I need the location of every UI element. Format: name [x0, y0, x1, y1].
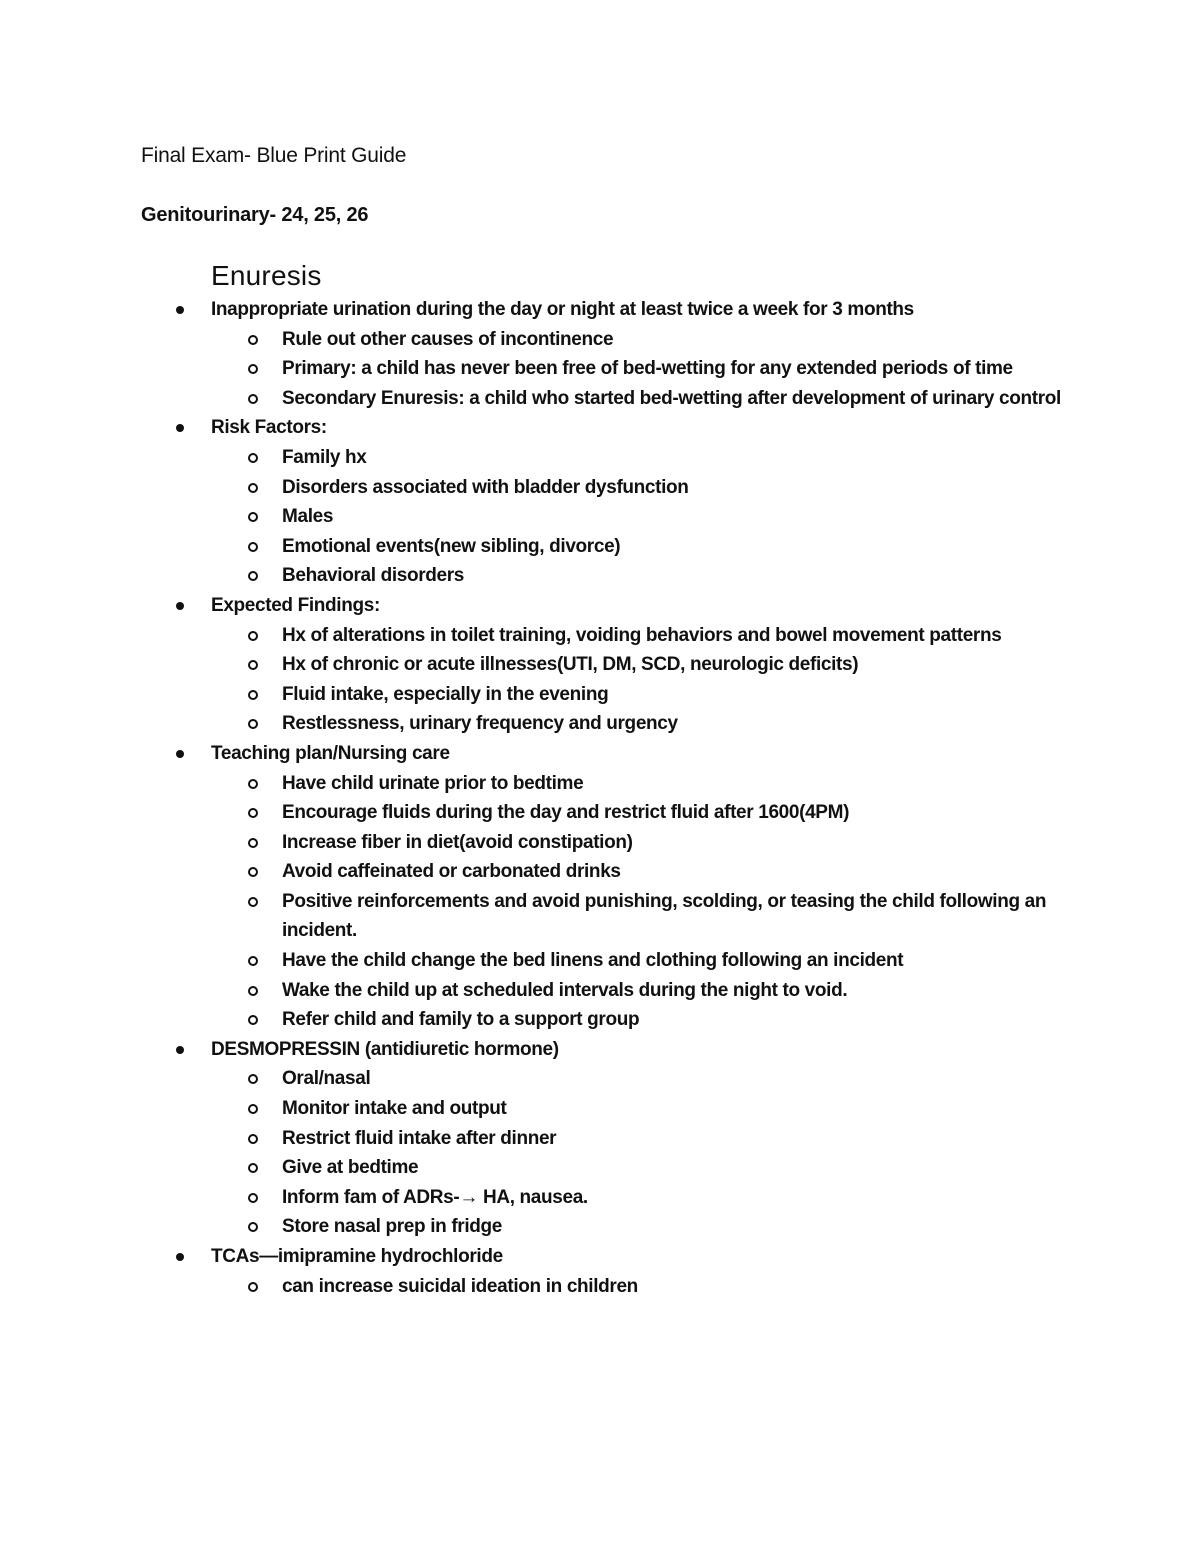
outline-item	[0, 739, 1200, 1035]
sub-item-text: Restlessness, urinary frequency and urgency	[282, 713, 678, 735]
sub-list	[211, 443, 1200, 591]
sub-item-text: Rule out other causes of incontinence	[282, 328, 614, 350]
sub-item-text: Primary: a child has never been free of bed-wetting for any extended periods of time	[282, 358, 1013, 380]
topic-heading: Enuresis	[211, 260, 322, 291]
sub-item-text: Have the child change the bed linens and clothing following an incident	[282, 950, 904, 972]
bullet-icon	[176, 750, 184, 758]
sub-list	[211, 769, 1200, 1035]
sub-item	[282, 532, 1072, 562]
hollow-bullet-icon	[248, 867, 258, 877]
sub-item	[282, 1094, 1072, 1124]
hollow-bullet-icon	[248, 364, 258, 374]
hollow-bullet-icon	[248, 1222, 258, 1232]
sub-item	[282, 384, 1072, 414]
sub-item-text: Behavioral disorders	[282, 565, 465, 587]
sub-item-text: Wake the child up at scheduled intervals during the night to void.	[282, 979, 848, 1001]
sub-item-text: Fluid intake, especially in the evening	[282, 683, 609, 705]
hollow-bullet-icon	[248, 571, 258, 581]
sub-item-text: Inform fam of ADRs-→ HA, nausea.	[282, 1186, 588, 1208]
sub-item	[282, 1272, 1072, 1302]
sub-item-text: Monitor intake and output	[282, 1098, 507, 1120]
sub-item	[282, 946, 1072, 976]
sub-item	[282, 769, 1072, 799]
hollow-bullet-icon	[248, 1163, 258, 1173]
sub-item	[282, 709, 1072, 739]
hollow-bullet-icon	[248, 1104, 258, 1114]
bullet-icon	[176, 1253, 184, 1261]
hollow-bullet-icon	[248, 897, 258, 907]
hollow-bullet-icon	[248, 1282, 258, 1292]
bullet-icon	[176, 1046, 184, 1054]
bullet-icon	[176, 602, 184, 610]
hollow-bullet-icon	[248, 483, 258, 493]
sub-list	[211, 325, 1200, 414]
outline-item-text: Risk Factors:	[211, 417, 327, 439]
sub-item-text: Secondary Enuresis: a child who started bed-wetting after development of urinary control	[282, 387, 1061, 409]
sub-item-text: Increase fiber in diet(avoid constipation)	[282, 831, 633, 853]
sub-item	[282, 857, 1072, 887]
sub-item-text: Hx of alterations in toilet training, voiding behaviors and bowel movement patterns	[282, 624, 1002, 646]
sub-item	[282, 1124, 1072, 1154]
sub-item	[282, 502, 1072, 532]
hollow-bullet-icon	[248, 1074, 258, 1084]
sub-item	[282, 1183, 1072, 1213]
document-title: Final Exam- Blue Print Guide	[141, 144, 407, 167]
outline-item	[0, 295, 1200, 413]
outline-item	[0, 413, 1200, 591]
outline-item-text: TCAs—imipramine hydrochloride	[211, 1246, 503, 1267]
hollow-bullet-icon	[248, 1015, 258, 1025]
sub-item-text: Males	[282, 506, 334, 528]
sub-item	[282, 798, 1072, 828]
outline-list	[0, 295, 1200, 1301]
hollow-bullet-icon	[248, 838, 258, 848]
sub-item-text: Give at bedtime	[282, 1157, 419, 1179]
outline-item	[0, 1242, 1200, 1301]
outline-item-text: Inappropriate urination during the day or night at least twice a week for 3 months	[211, 299, 914, 320]
hollow-bullet-icon	[248, 986, 258, 996]
sub-list	[211, 1064, 1200, 1242]
outline-item-text: Teaching plan/Nursing care	[211, 742, 450, 764]
hollow-bullet-icon	[248, 453, 258, 463]
sub-item-text: Refer child and family to a support group	[282, 1009, 640, 1031]
sub-item	[282, 621, 1072, 651]
hollow-bullet-icon	[248, 808, 258, 818]
outline-item-text: DESMOPRESSIN (antidiuretic hormone)	[211, 1038, 559, 1060]
sub-item	[282, 354, 1072, 384]
outline-item	[0, 1035, 1200, 1242]
hollow-bullet-icon	[248, 779, 258, 789]
sub-item	[282, 976, 1072, 1006]
sub-item	[282, 561, 1072, 591]
sub-item-text: Encourage fluids during the day and restrict fluid after 1600(4PM)	[282, 802, 850, 824]
hollow-bullet-icon	[248, 660, 258, 670]
sub-item	[282, 887, 1072, 946]
hollow-bullet-icon	[248, 1134, 258, 1144]
sub-item-text: Positive reinforcements and avoid punishing, scolding, or teasing the child following an incident.	[282, 890, 1047, 942]
sub-item-text: Restrict fluid intake after dinner	[282, 1127, 557, 1149]
sub-item-text: Avoid caffeinated or carbonated drinks	[282, 861, 621, 883]
sub-item-text: Have child urinate prior to bedtime	[282, 772, 584, 794]
sub-item	[282, 325, 1072, 355]
sub-item	[282, 443, 1072, 473]
hollow-bullet-icon	[248, 690, 258, 700]
hollow-bullet-icon	[248, 631, 258, 641]
hollow-bullet-icon	[248, 1193, 258, 1203]
sub-item-text: Disorders associated with bladder dysfunction	[282, 476, 689, 498]
sub-list	[211, 621, 1200, 739]
outline-item-text: Expected Findings:	[211, 594, 380, 616]
sub-item	[282, 473, 1072, 503]
sub-item	[282, 1064, 1072, 1094]
hollow-bullet-icon	[248, 956, 258, 966]
bullet-icon	[176, 306, 184, 314]
sub-list	[211, 1272, 1200, 1302]
hollow-bullet-icon	[248, 719, 258, 729]
sub-item	[282, 650, 1072, 680]
bullet-icon	[176, 424, 184, 432]
sub-item	[282, 1212, 1072, 1242]
sub-item-text: Oral/nasal	[282, 1068, 371, 1090]
sub-item	[282, 680, 1072, 710]
hollow-bullet-icon	[248, 335, 258, 345]
sub-item-text: Store nasal prep in fridge	[282, 1216, 503, 1238]
sub-item	[282, 828, 1072, 858]
sub-item	[282, 1005, 1072, 1035]
hollow-bullet-icon	[248, 512, 258, 522]
sub-item-text: Emotional events(new sibling, divorce)	[282, 535, 621, 557]
sub-item-text: can increase suicidal ideation in children	[282, 1275, 638, 1297]
hollow-bullet-icon	[248, 394, 258, 404]
section-heading: Genitourinary- 24, 25, 26	[141, 204, 369, 226]
hollow-bullet-icon	[248, 542, 258, 552]
sub-item-text: Hx of chronic or acute illnesses(UTI, DM, SCD, neurologic deficits)	[282, 654, 859, 676]
sub-item	[282, 1153, 1072, 1183]
sub-item-text: Family hx	[282, 446, 367, 468]
outline-item	[0, 591, 1200, 739]
